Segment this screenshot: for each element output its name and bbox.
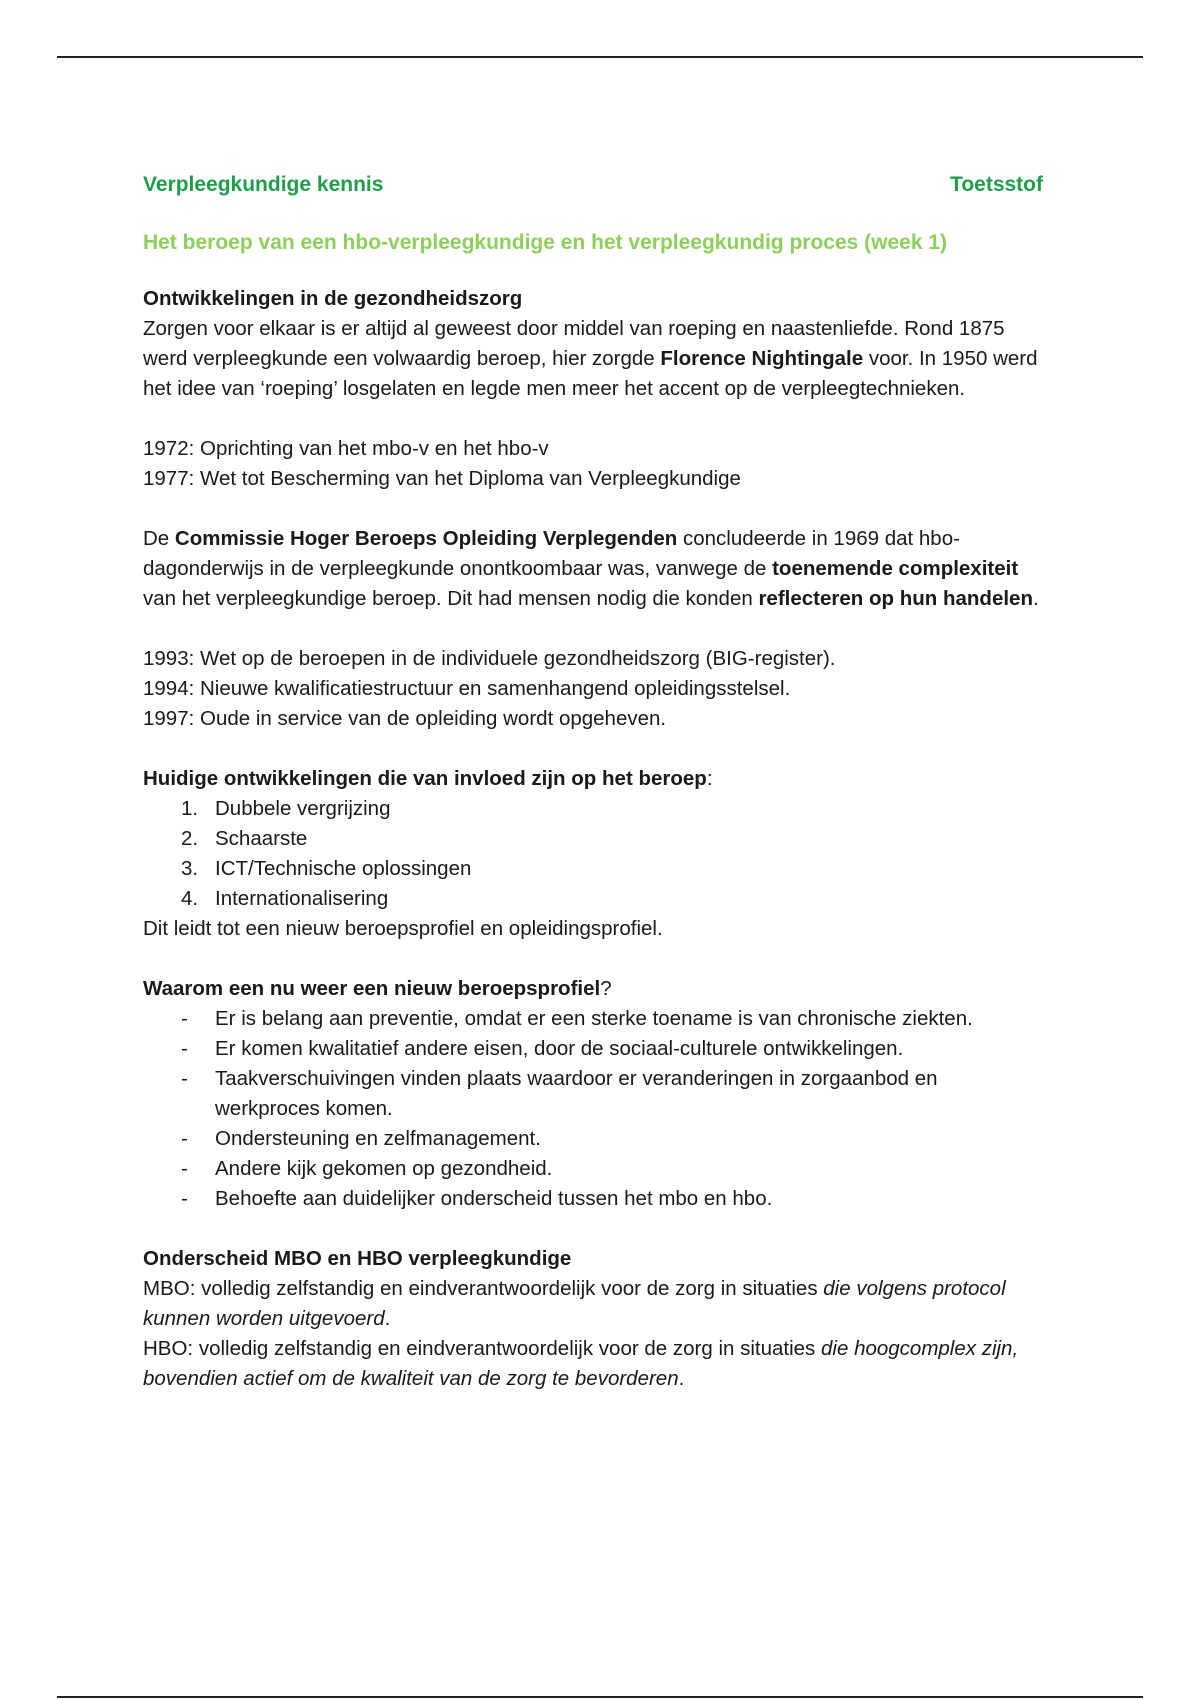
text-italic: die hoogcomplex zijn, bovendien actief om de kwaliteit van de zorg te bevorderen: [143, 1337, 1019, 1390]
text-run: .: [1032, 587, 1039, 610]
list-number: 2.: [181, 827, 199, 850]
text-run: :: [706, 767, 713, 790]
paragraph-history: [143, 314, 1043, 404]
text-run: .: [678, 1367, 685, 1390]
text-bold: Florence Nightingale: [660, 347, 864, 370]
paragraph-conclusion: Dit leidt tot een nieuw beroepsprofiel en opleidingsprofiel.: [143, 917, 663, 940]
list-item-text: Schaarste: [215, 827, 308, 850]
list-item-text: Taakverschuivingen vinden plaats waardoor er veranderingen in zorgaanbod en werkproces komen.: [215, 1067, 938, 1120]
text-run: .: [384, 1307, 391, 1330]
heading-ontwikkelingen: Ontwikkelingen in de gezondheidszorg: [143, 287, 523, 310]
text-run: ?: [600, 977, 612, 1000]
heading-onderscheid: Onderscheid MBO en HBO verpleegkundige: [143, 1247, 572, 1270]
bullet-list: [143, 1004, 1043, 1214]
list-item-text: Er komen kwalitatief andere eisen, door de sociaal-culturele ontwikkelingen.: [215, 1037, 904, 1060]
list-item: [143, 794, 1043, 824]
list-item: [143, 824, 1043, 854]
document-header: [143, 170, 1043, 206]
document-page: [143, 170, 1043, 1394]
paragraph-hbo: [143, 1334, 1043, 1394]
list-number: 4.: [181, 887, 199, 910]
text-bold: toenemende complexiteit: [772, 557, 1019, 580]
list-item-text: Er is belang aan preventie, omdat er een sterke toename is van chronische ziekten.: [215, 1007, 973, 1030]
text-run: voor. In 1950 werd het idee van ‘roeping’ losgelaten en legde men meer het accent op de verpleegtechnieken.: [143, 347, 1038, 400]
list-item-text: Andere kijk gekomen op gezondheid.: [215, 1157, 553, 1180]
text-run: van het verpleegkundige beroep. Dit had mensen nodig die konden: [143, 587, 759, 610]
section-subtitle: Het beroep van een hbo-verpleegkundige en het verpleegkundig proces (week 1): [143, 231, 948, 254]
timeline-1993: 1993: Wet op de beroepen in de individuele gezondheidszorg (BIG-register).: [143, 647, 836, 670]
timeline-1972: 1972: Oprichting van het mbo-v en het hbo-v: [143, 437, 549, 460]
timeline-1994: 1994: Nieuwe kwalificatiestructuur en samenhangend opleidingsstelsel.: [143, 677, 791, 700]
list-item: [143, 1004, 1043, 1034]
list-item-text: Behoefte aan duidelijker onderscheid tussen het mbo en hbo.: [215, 1187, 773, 1210]
top-rule: [57, 56, 1143, 58]
text-bold: reflecteren op hun handelen: [758, 587, 1033, 610]
bottom-rule: [57, 1696, 1143, 1698]
text-run: De: [143, 527, 175, 550]
list-number: 1.: [181, 797, 199, 820]
list-item: [143, 1154, 1043, 1184]
list-item: [143, 884, 1043, 914]
bullet-dash: -: [181, 1007, 188, 1030]
list-item: [143, 854, 1043, 884]
list-item: [143, 1034, 1043, 1064]
text-bold: Huidige ontwikkelingen die van invloed zijn op het beroep: [143, 767, 707, 790]
paragraph-commissie: [143, 524, 1043, 614]
bullet-dash: -: [181, 1157, 188, 1180]
list-item: [143, 1064, 1043, 1124]
header-course-title: Verpleegkundige kennis: [143, 173, 384, 196]
list-item-text: Ondersteuning en zelfmanagement.: [215, 1127, 541, 1150]
bullet-dash: -: [181, 1067, 188, 1090]
list-item-text: Internationalisering: [215, 887, 389, 910]
list-number: 3.: [181, 857, 199, 880]
text-run: MBO: volledig zelfstandig en eindverantwoordelijk voor de zorg in situaties: [143, 1277, 824, 1300]
text-run: HBO: volledig zelfstandig en eindverantwoordelijk voor de zorg in situaties: [143, 1337, 822, 1360]
bullet-dash: -: [181, 1127, 188, 1150]
list-item: [143, 1124, 1043, 1154]
list-item: [143, 1184, 1043, 1214]
text-bold: Commissie Hoger Beroeps Opleiding Verplegenden: [174, 527, 678, 550]
timeline-1997: 1997: Oude in service van de opleiding wordt opgeheven.: [143, 707, 667, 730]
bullet-dash: -: [181, 1037, 188, 1060]
timeline-1977: 1977: Wet tot Bescherming van het Diploma van Verpleegkundige: [143, 467, 741, 490]
paragraph-mbo: [143, 1274, 1043, 1334]
heading-huidige-ontwikkelingen: [143, 764, 1043, 794]
numbered-list: [143, 794, 1043, 914]
bullet-dash: -: [181, 1187, 188, 1210]
list-item-text: Dubbele vergrijzing: [215, 797, 391, 820]
heading-waarom: [143, 974, 1043, 1004]
text-run: concludeerde in 1969 dat hbo-dagonderwijs in de verpleegkunde onontkoombaar was, vanwege de: [143, 527, 960, 580]
list-item-text: ICT/Technische oplossingen: [215, 857, 472, 880]
text-italic: die volgens protocol kunnen worden uitgevoerd: [143, 1277, 1006, 1330]
text-run: Zorgen voor elkaar is er altijd al geweest door middel van roeping en naastenliefde. Rond 1875 werd verpleegkunde een volwaardig beroep, hier zorgde: [143, 317, 1005, 370]
header-label: Toetsstof: [950, 173, 1043, 196]
text-bold: Waarom een nu weer een nieuw beroepsprofiel: [143, 977, 601, 1000]
